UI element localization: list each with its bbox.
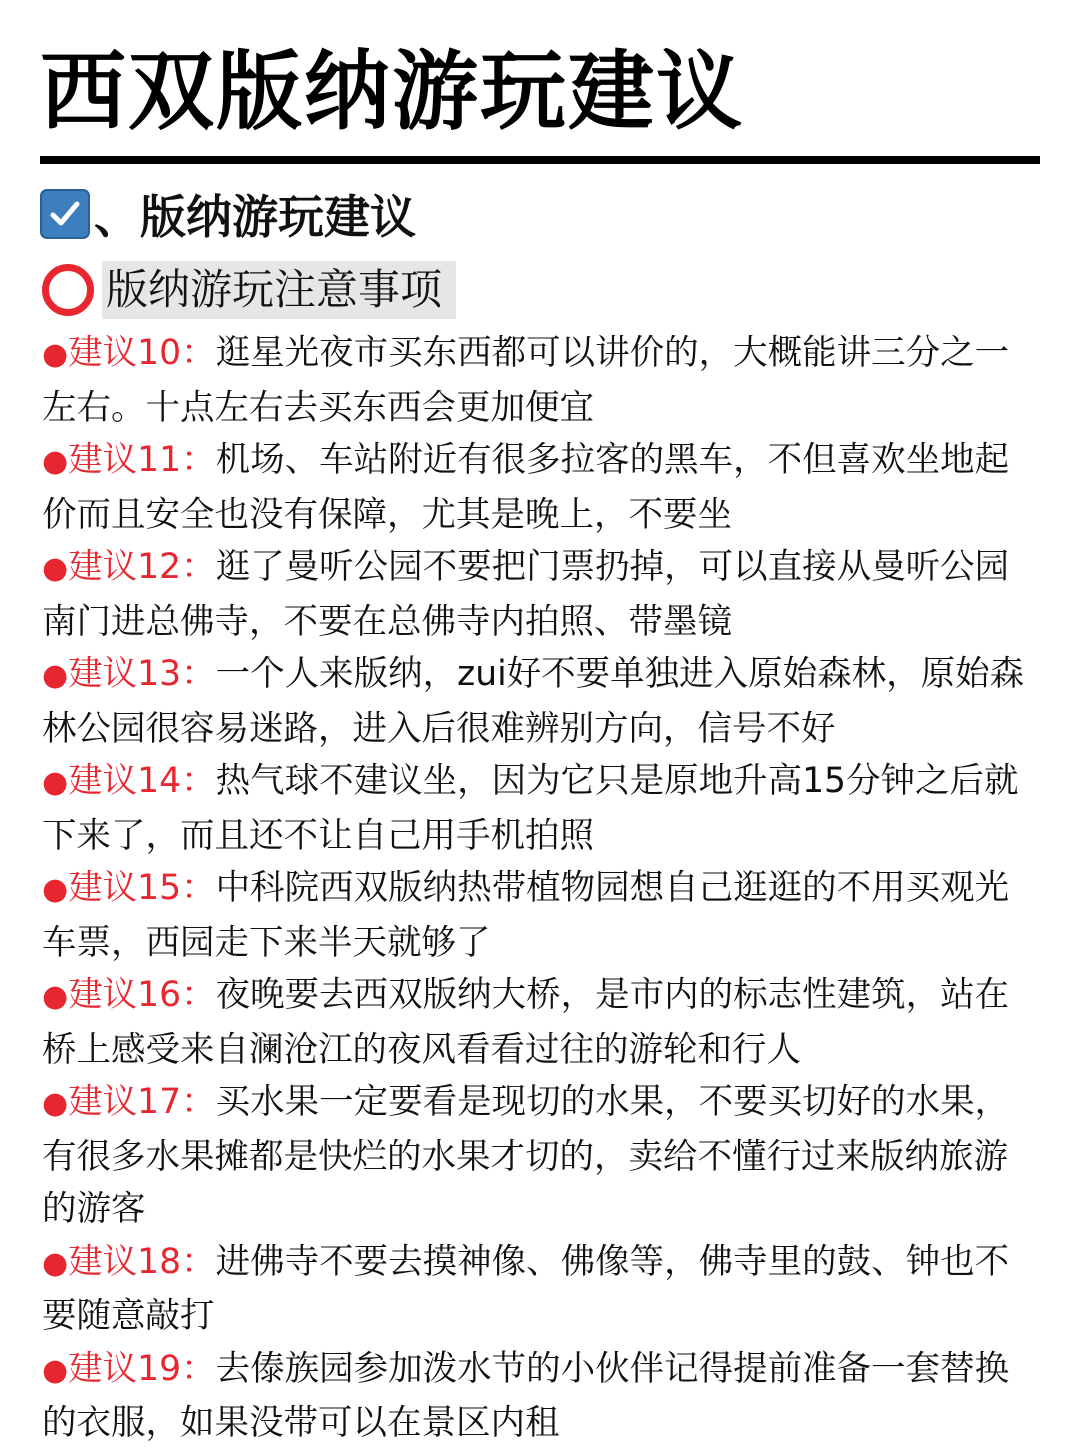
tip-number: 建议12： xyxy=(68,547,216,587)
tip-text: 夜晚要去西双版纳大桥，是市内的标志性建筑，站在桥上感受来自澜沧江的夜风看看过往的游轮和行人 xyxy=(42,975,1010,1070)
tip-number: 建议18： xyxy=(68,1241,216,1282)
list-item xyxy=(42,541,1042,648)
tip-number: 建议15： xyxy=(68,868,216,908)
section-heading xyxy=(40,182,416,246)
tip-number: 建议13： xyxy=(68,654,216,694)
list-item xyxy=(42,1236,1042,1343)
tip-text: 热气球不建议坐，因为它只是原地升高15分钟之后就下来了，而且还不让自己用手机拍照 xyxy=(42,761,1019,856)
red-dot-bullet: ● xyxy=(42,551,69,586)
list-item xyxy=(42,862,1042,969)
red-dot-bullet: ● xyxy=(42,1352,69,1388)
tip-number: 建议14： xyxy=(68,761,216,801)
tip-text: 去傣族园参加泼水节的小伙伴记得提前准备一套替换的衣服，如果没带可以在景区内租 xyxy=(42,1348,1010,1443)
tip-number: 建议17： xyxy=(68,1082,216,1122)
check-box-icon xyxy=(40,189,90,239)
tip-text: 中科院西双版纳热带植物园想自己逛逛的不用买观光车票，西园走下来半天就够了 xyxy=(42,868,1010,963)
subsection-label: 版纳游玩注意事项 xyxy=(102,261,456,319)
red-dot-bullet: ● xyxy=(42,765,69,800)
list-item xyxy=(42,969,1042,1076)
tip-text: 进佛寺不要去摸神像、佛像等，佛寺里的鼓、钟也不要随意敲打 xyxy=(42,1241,1010,1336)
list-item xyxy=(42,755,1042,862)
tip-number: 建议11： xyxy=(68,440,216,480)
list-item xyxy=(42,327,1042,434)
red-dot-bullet: ● xyxy=(42,1086,69,1121)
red-dot-bullet: ● xyxy=(42,872,69,907)
tips-list xyxy=(42,327,1042,1450)
section-label: 、版纳游玩建议 xyxy=(94,190,416,244)
tip-text: 逛星光夜市买东西都可以讲价的，大概能讲三分之一左右。十点左右去买东西会更加便宜 xyxy=(42,333,1010,428)
subsection-heading xyxy=(40,260,456,320)
tip-text: 买水果一定要看是现切的水果，不要买切好的水果，有很多水果摊都是快烂的水果才切的，卖给不懂行过来版纳旅游的游客 xyxy=(42,1082,1010,1229)
red-dot-bullet: ● xyxy=(42,444,69,479)
list-item xyxy=(42,1343,1042,1450)
red-dot-bullet: ● xyxy=(42,337,69,372)
page-title: 西双版纳游玩建议 xyxy=(40,42,744,142)
list-item xyxy=(42,1076,1042,1236)
red-dot-bullet: ● xyxy=(42,979,69,1014)
title-divider xyxy=(40,156,1040,164)
red-dot-bullet: ● xyxy=(42,658,69,693)
tip-text: 逛了曼听公园不要把门票扔掉，可以直接从曼听公园南门进总佛寺，不要在总佛寺内拍照、带墨镜 xyxy=(42,547,1010,642)
tip-number: 建议10： xyxy=(68,333,216,373)
tip-text: 机场、车站附近有很多拉客的黑车，不但喜欢坐地起价而且安全也没有保障，尤其是晚上，不要坐 xyxy=(42,440,1010,535)
tip-number: 建议19： xyxy=(68,1348,216,1389)
list-item xyxy=(42,434,1042,541)
red-circle-icon xyxy=(42,264,94,316)
tip-number: 建议16： xyxy=(68,975,216,1015)
list-item xyxy=(42,648,1042,755)
red-dot-bullet: ● xyxy=(42,1245,69,1281)
tip-text: 一个人来版纳，zui好不要单独进入原始森林，原始森林公园很容易迷路，进入后很难辨别方向，信号不好 xyxy=(42,654,1025,749)
